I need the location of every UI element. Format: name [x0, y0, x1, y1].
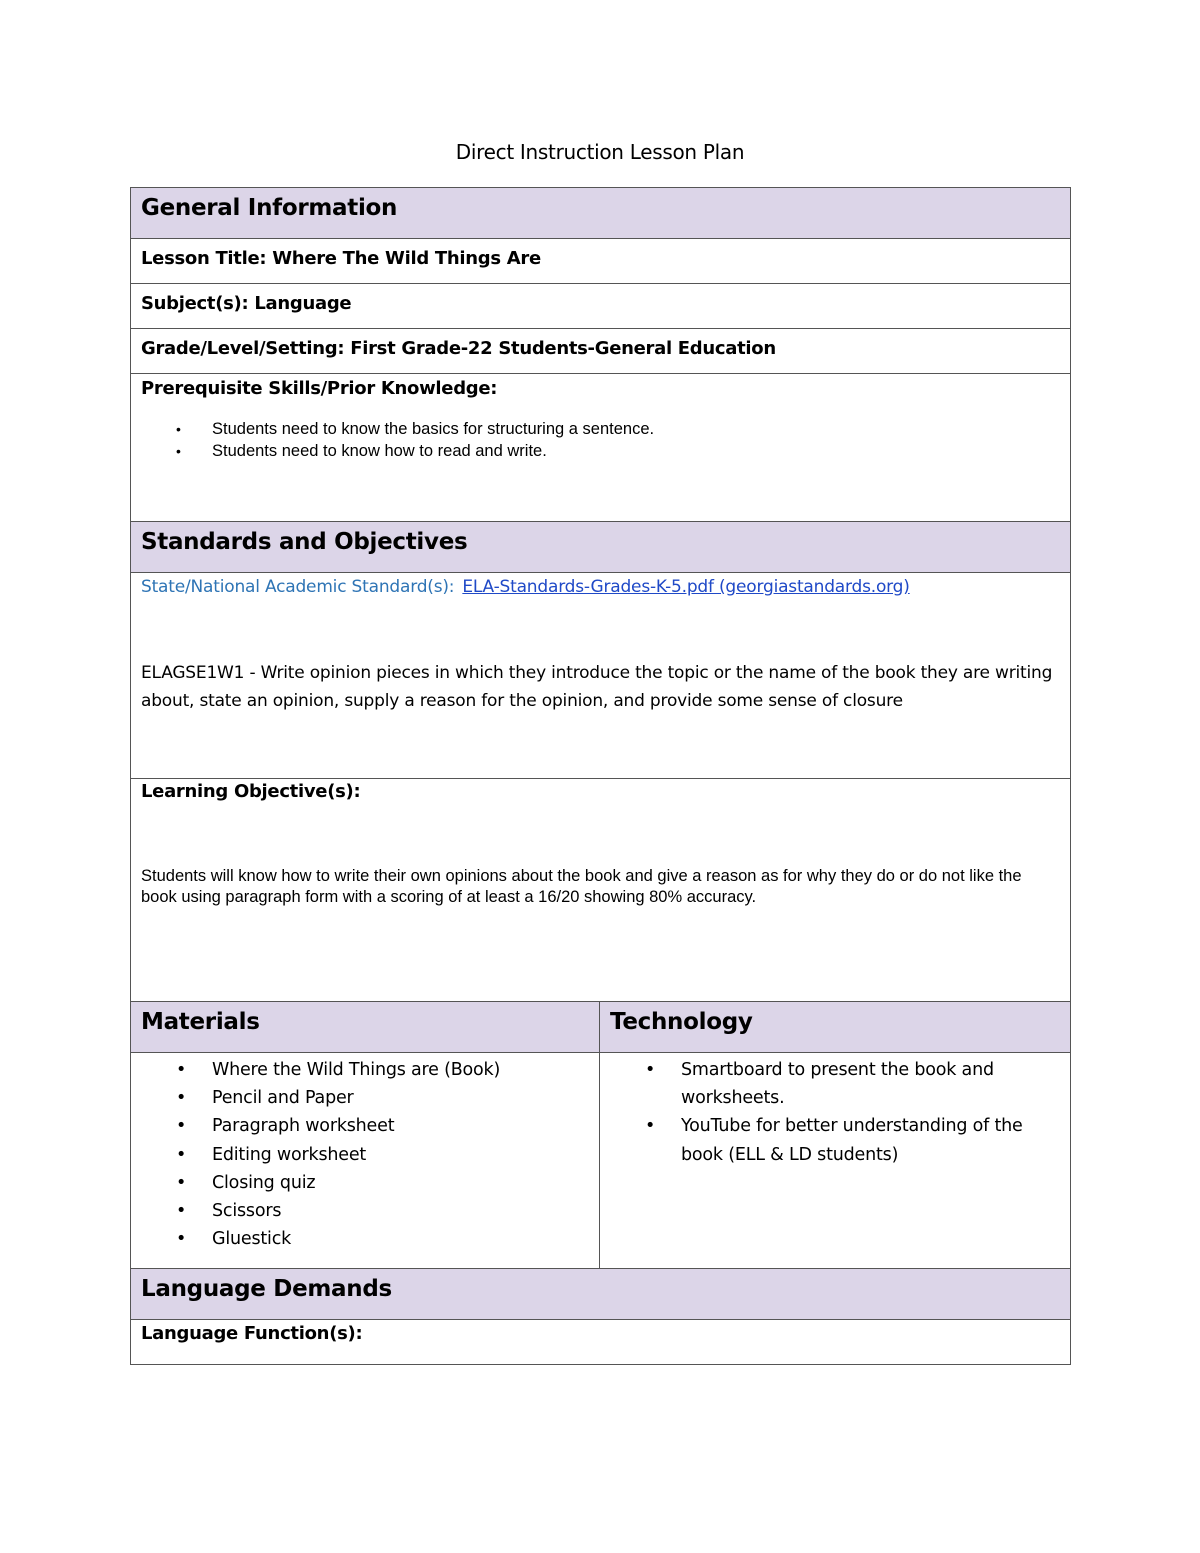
- prerequisite-row: [131, 374, 1071, 522]
- language-function-row: [131, 1320, 1071, 1365]
- list-item: [141, 1112, 589, 1140]
- lesson-plan-table: [130, 187, 1071, 1365]
- materials-technology-row: [131, 1053, 1071, 1269]
- materials-list: [141, 1056, 589, 1253]
- language-demands-header-row: [131, 1269, 1071, 1320]
- bullet-icon: •: [176, 421, 181, 437]
- lesson-title-row: [131, 239, 1071, 284]
- list-item: [141, 1141, 589, 1169]
- prerequisite-list: [141, 418, 1060, 462]
- standards-cell: [131, 573, 1071, 779]
- list-item-text: Closing quiz: [212, 1172, 316, 1193]
- list-item-text: YouTube for better understanding of the book (ELL & LD students): [681, 1116, 1023, 1165]
- learning-objective-label: Learning Objective(s):: [141, 781, 361, 802]
- subjects: Subject(s): Language: [131, 284, 1071, 329]
- bullet-icon: •: [176, 1116, 187, 1137]
- subjects-row: [131, 284, 1071, 329]
- bullet-icon: •: [645, 1060, 656, 1080]
- document-title: Direct Instruction Lesson Plan: [455, 140, 745, 164]
- list-item-text: Smartboard to present the book and worksheets.: [681, 1060, 994, 1109]
- materials-cell: [131, 1053, 600, 1269]
- list-item-text: Editing worksheet: [212, 1144, 367, 1165]
- grade-level-setting: Grade/Level/Setting: First Grade-22 Students-General Education: [131, 329, 1071, 374]
- standards-objectives-header-row: [131, 522, 1071, 573]
- list-item: [141, 1225, 589, 1253]
- list-item-text: Paragraph worksheet: [212, 1116, 395, 1137]
- list-item: [610, 1056, 1060, 1112]
- standards-row: [131, 573, 1071, 779]
- list-item: [141, 1056, 589, 1084]
- general-information-heading: General Information: [131, 188, 1071, 239]
- language-demands-heading: Language Demands: [131, 1269, 1071, 1320]
- technology-heading: Technology: [600, 1002, 1071, 1053]
- grade-level-setting-row: [131, 329, 1071, 374]
- bullet-icon: •: [176, 1172, 187, 1193]
- bullet-icon: •: [176, 1201, 187, 1222]
- standard-description: ELAGSE1W1 - Write opinion pieces in which they introduce the topic or the name of the book they are writing about, state an opinion, supply a reason for the opinion, and provide some sense of closure: [141, 663, 1053, 711]
- language-function-label: Language Function(s):: [131, 1320, 1071, 1365]
- list-item: [141, 1084, 589, 1112]
- standard-link[interactable]: ELA-Standards-Grades-K-5.pdf (georgiastandards.org): [462, 577, 910, 597]
- standard-line: [141, 577, 1060, 597]
- learning-objective-cell: [131, 779, 1071, 1002]
- list-item-text: Scissors: [212, 1201, 282, 1222]
- prerequisite-label: Prerequisite Skills/Prior Knowledge:: [141, 378, 498, 399]
- list-item: [141, 1169, 589, 1197]
- lesson-title: Lesson Title: Where The Wild Things Are: [131, 239, 1071, 284]
- bullet-icon: •: [176, 1144, 187, 1165]
- technology-list: [610, 1056, 1060, 1169]
- bullet-icon: •: [176, 1060, 187, 1080]
- materials-heading: Materials: [131, 1002, 600, 1053]
- standard-label: State/National Academic Standard(s):: [141, 577, 455, 597]
- list-item: [610, 1112, 1060, 1168]
- bullet-icon: •: [645, 1116, 656, 1137]
- materials-technology-header-row: [131, 1002, 1071, 1053]
- bullet-icon: •: [176, 1229, 187, 1250]
- list-item-text: Where the Wild Things are (Book): [212, 1060, 501, 1080]
- list-item-text: Students need to know how to read and write.: [212, 442, 547, 460]
- learning-objective-row: [131, 779, 1071, 1002]
- list-item: [141, 418, 1060, 440]
- prerequisite-cell: [131, 374, 1071, 522]
- list-item-text: Gluestick: [212, 1229, 292, 1250]
- learning-objective-text: Students will know how to write their own opinions about the book and give a reason as for why they do or do not like the book using paragraph form with a scoring of at least a 16/20 showing 80% accuracy.: [141, 867, 1022, 906]
- list-item: [141, 1197, 589, 1225]
- bullet-icon: •: [176, 1088, 187, 1109]
- list-item: [141, 440, 1060, 462]
- bullet-icon: •: [176, 443, 181, 459]
- general-information-header-row: [131, 188, 1071, 239]
- list-item-text: Pencil and Paper: [212, 1088, 354, 1109]
- list-item-text: Students need to know the basics for structuring a sentence.: [212, 420, 655, 438]
- technology-cell: [600, 1053, 1071, 1269]
- standards-objectives-heading: Standards and Objectives: [131, 522, 1071, 573]
